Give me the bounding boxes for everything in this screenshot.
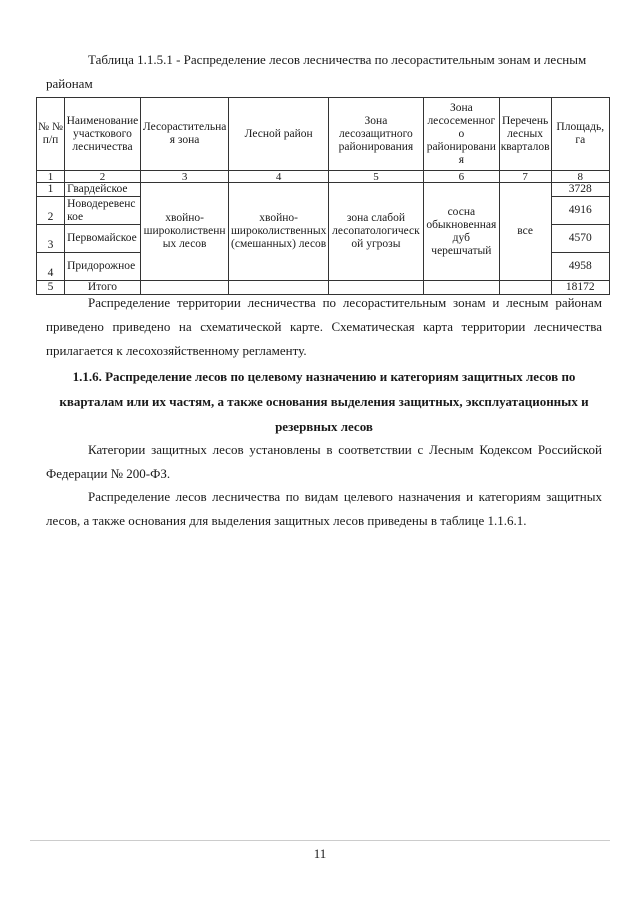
header-cell: Лесной район bbox=[229, 98, 328, 171]
total-label: Итого bbox=[65, 281, 141, 295]
column-number: 3 bbox=[140, 171, 229, 183]
row-number: 1 bbox=[37, 183, 65, 197]
forest-district-cell: хвойно-широколиственных (смешанных) лесов bbox=[229, 183, 328, 281]
row-number: 5 bbox=[37, 281, 65, 295]
forestry-name: Придорожное bbox=[65, 253, 141, 281]
header-cell: Перечень лесных кварталов bbox=[499, 98, 551, 171]
section-heading: 1.1.6. Распределение лесов по целевому назначению и категориям защитных лесов по кварталам или их частям, а также основания выделения защитных, эксплуатационных и резервных лесов bbox=[59, 369, 589, 434]
header-row bbox=[37, 98, 610, 171]
column-number: 8 bbox=[551, 171, 609, 183]
area-cell: 4958 bbox=[551, 253, 609, 281]
column-number: 4 bbox=[229, 171, 328, 183]
protection-zone-cell: зона слабой лесопатологической угрозы bbox=[328, 183, 423, 281]
forestry-name: Гвардейское bbox=[65, 183, 141, 197]
page-number: 11 bbox=[313, 846, 327, 861]
table-caption: Таблица 1.1.5.1 - Распределение лесов лесничества по лесорастительным зонам и лесным bbox=[88, 52, 587, 67]
column-number: 5 bbox=[328, 171, 423, 183]
quarters-cell: все bbox=[499, 183, 551, 281]
forestry-name: Первомайское bbox=[65, 225, 141, 253]
column-number-row bbox=[37, 171, 610, 183]
header-cell: Зона лесозащитного районирования bbox=[328, 98, 423, 171]
header-cell: Наименование участкового лесничества bbox=[65, 98, 141, 171]
total-area: 18172 bbox=[551, 281, 609, 295]
forest-zone-cell: хвойно-широколиственных лесов bbox=[140, 183, 229, 281]
row-number: 2 bbox=[37, 197, 65, 225]
table-row bbox=[37, 183, 610, 197]
table-caption-continued: районам bbox=[46, 76, 93, 91]
header-cell: № № п/п bbox=[37, 98, 65, 171]
row-number: 4 bbox=[37, 253, 65, 281]
header-cell: Зона лесосеменного районирования bbox=[424, 98, 500, 171]
header-cell: Лесорастительная зона bbox=[140, 98, 229, 171]
forest-distribution-table bbox=[36, 97, 610, 295]
column-number: 7 bbox=[499, 171, 551, 183]
area-cell: 4916 bbox=[551, 197, 609, 225]
column-number: 6 bbox=[424, 171, 500, 183]
paragraph-map-reference: Распределение территории лесничества по лесорастительным зонам и лесным районам приведено приведено на схематической карте. Схематическая карта территории лесничества прилагается к лесохозяйственному регламенту. bbox=[46, 295, 602, 358]
header-cell: Площадь, га bbox=[551, 98, 609, 171]
forestry-name: Новодеревенское bbox=[65, 197, 141, 225]
column-number: 1 bbox=[37, 171, 65, 183]
area-cell: 4570 bbox=[551, 225, 609, 253]
column-number: 2 bbox=[65, 171, 141, 183]
area-cell: 3728 bbox=[551, 183, 609, 197]
footer-divider bbox=[30, 840, 610, 841]
seed-zone-cell: сосна обыкновенная дуб черешчатый bbox=[424, 183, 500, 281]
row-number: 3 bbox=[37, 225, 65, 253]
paragraph-table-reference: Распределение лесов лесничества по видам целевого назначения и категориям защитных лесов, а также основания для выделения защитных лесов приведены в таблице 1.1.6.1. bbox=[46, 489, 602, 528]
paragraph-protective-categories: Категории защитных лесов установлены в соответствии с Лесным Кодексом Российской Федерации № 200-ФЗ. bbox=[46, 442, 602, 481]
